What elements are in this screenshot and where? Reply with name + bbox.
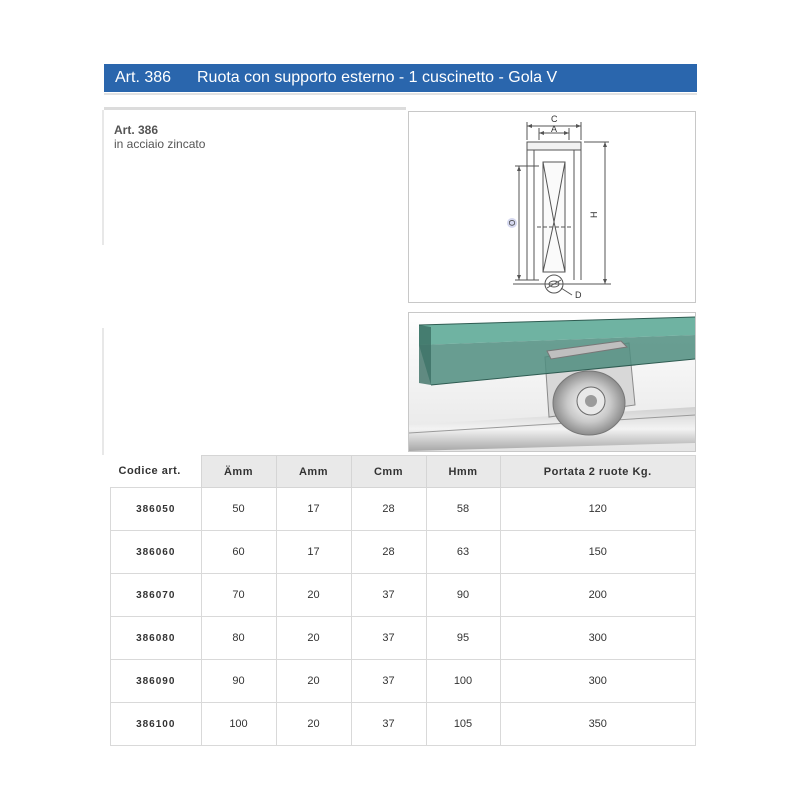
dim-h-label: H bbox=[589, 211, 599, 218]
cell-h: 100 bbox=[426, 660, 500, 703]
cell-h: 105 bbox=[426, 703, 500, 746]
product-photo bbox=[408, 312, 696, 452]
cell-a: 20 bbox=[276, 660, 351, 703]
product-material: in acciaio zincato bbox=[114, 137, 206, 151]
divider bbox=[104, 107, 406, 110]
left-border bbox=[102, 328, 104, 455]
cell-code: 386050 bbox=[111, 488, 202, 531]
header-a: Amm bbox=[276, 456, 351, 488]
cell-diameter: 80 bbox=[201, 617, 276, 660]
cell-h: 90 bbox=[426, 574, 500, 617]
cell-diameter: 100 bbox=[201, 703, 276, 746]
cell-portata: 300 bbox=[500, 660, 696, 703]
header-diameter: Ämm bbox=[201, 456, 276, 488]
cell-portata: 350 bbox=[500, 703, 696, 746]
header-h: Hmm bbox=[426, 456, 500, 488]
specifications-table bbox=[110, 455, 696, 746]
cell-a: 20 bbox=[276, 574, 351, 617]
table-header-row bbox=[111, 456, 696, 488]
left-border bbox=[102, 110, 104, 245]
cell-a: 17 bbox=[276, 531, 351, 574]
cell-diameter: 60 bbox=[201, 531, 276, 574]
cell-code: 386100 bbox=[111, 703, 202, 746]
cell-c: 28 bbox=[351, 488, 426, 531]
cell-c: 37 bbox=[351, 703, 426, 746]
article-description: Ruota con supporto esterno - 1 cuscinetto - Gola V bbox=[197, 69, 558, 86]
dim-o-label: O bbox=[508, 219, 517, 226]
cell-c: 37 bbox=[351, 617, 426, 660]
product-name: Art. 386 bbox=[114, 123, 159, 137]
rail-illustration bbox=[409, 313, 695, 451]
header-codice: Codice art. bbox=[111, 456, 202, 488]
header-c: Cmm bbox=[351, 456, 426, 488]
cell-c: 28 bbox=[351, 531, 426, 574]
table-row bbox=[111, 703, 696, 746]
cell-code: 386060 bbox=[111, 531, 202, 574]
cell-code: 386070 bbox=[111, 574, 202, 617]
cell-diameter: 90 bbox=[201, 660, 276, 703]
wheel-drawing bbox=[409, 112, 695, 302]
cell-diameter: 50 bbox=[201, 488, 276, 531]
divider bbox=[104, 93, 697, 95]
dim-a-label: A bbox=[551, 124, 558, 134]
cell-c: 37 bbox=[351, 660, 426, 703]
table-row bbox=[111, 574, 696, 617]
cell-code: 386090 bbox=[111, 660, 202, 703]
table-row bbox=[111, 660, 696, 703]
cell-h: 63 bbox=[426, 531, 500, 574]
cell-h: 58 bbox=[426, 488, 500, 531]
cell-portata: 150 bbox=[500, 531, 696, 574]
cell-c: 37 bbox=[351, 574, 426, 617]
cell-portata: 120 bbox=[500, 488, 696, 531]
cell-code: 386080 bbox=[111, 617, 202, 660]
technical-diagram bbox=[408, 111, 696, 303]
cell-portata: 200 bbox=[500, 574, 696, 617]
cell-a: 17 bbox=[276, 488, 351, 531]
article-number: Art. 386 bbox=[115, 69, 172, 86]
cell-portata: 300 bbox=[500, 617, 696, 660]
dim-c-label: C bbox=[551, 114, 558, 124]
table-row bbox=[111, 617, 696, 660]
table-row bbox=[111, 531, 696, 574]
header-portata: Portata 2 ruote Kg. bbox=[500, 456, 696, 488]
title-bar bbox=[104, 64, 697, 92]
table-row bbox=[111, 488, 696, 531]
cell-h: 95 bbox=[426, 617, 500, 660]
cell-a: 20 bbox=[276, 617, 351, 660]
cell-a: 20 bbox=[276, 703, 351, 746]
dim-d-label: D bbox=[575, 290, 582, 300]
cell-diameter: 70 bbox=[201, 574, 276, 617]
